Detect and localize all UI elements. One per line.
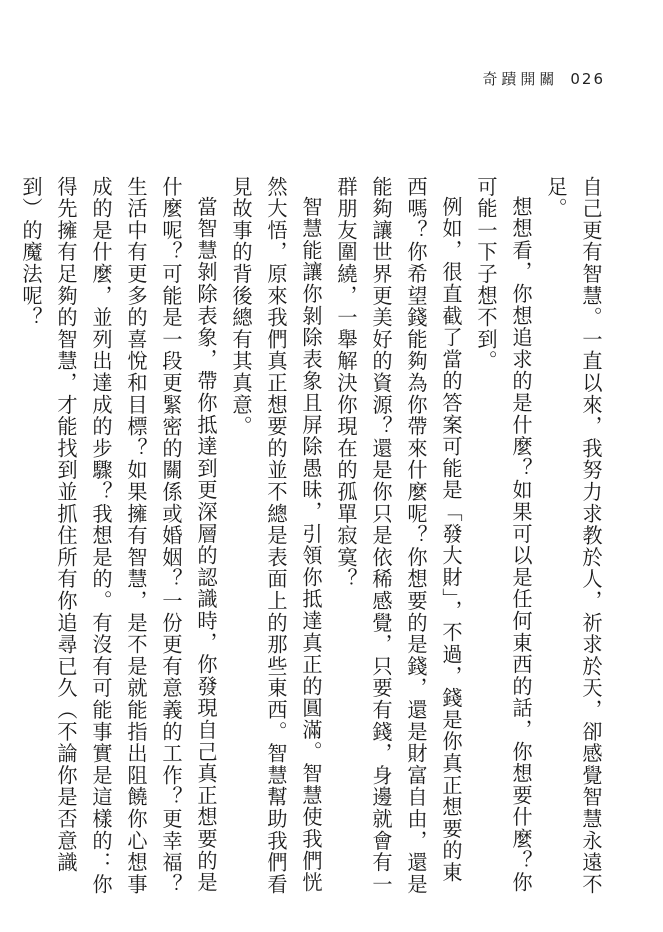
- page-number: 026: [570, 70, 605, 88]
- body-text: [19, 176, 608, 896]
- paragraph: 智慧能讓你剝除表象且屏除愚昧，引領你抵達真正的圓滿。智慧使我們恍然大悟，原來我們真正想要的並不總是表面上的那些東西。智慧幫助我們看見故事的背後總有其真意。: [229, 176, 323, 896]
- paragraph: 例如，很直截了當的答案可能是「發大財」，不過，錢是你真正想要的東西嗎？你希望錢能夠為你帶來什麼呢？你想要的是錢，還是財富自由，還是能夠讓世界更美好的資源？還是你只是依稀感覺，只要有錢，身邊就會有一群朋友圍繞，一舉解決你現在的孤單寂寞？: [334, 176, 463, 896]
- paragraph: 想想看，你想追求的是什麼？如果可以是任何東西的話，你想要什麼？你可能一下子想不到。: [474, 176, 533, 894]
- paragraph: 當智慧剝除表象，帶你抵達到更深層的認識時，你發現自己真正想要的是什麼呢？可能是一段更緊密的關係或婚姻？一份更有意義的工作？更幸福？生活中有更多的喜悅和目標？如果擁有智慧，是不是就能指出阻饒你心想事成的是什麼，並列出達成的步驟？我想是的。有沒有可能事實是這樣的：你得先擁有足夠的智慧，才能找到並抓住所有你追尋已久（不論你是否意識到）的魔法呢？: [19, 176, 218, 896]
- running-header: [482, 68, 605, 89]
- book-title: 奇蹟開關: [482, 70, 559, 88]
- paragraph: 自己更有智慧。一直以來，我努力求教於人，祈求於天，卻感覺智慧永遠不足。: [544, 176, 603, 896]
